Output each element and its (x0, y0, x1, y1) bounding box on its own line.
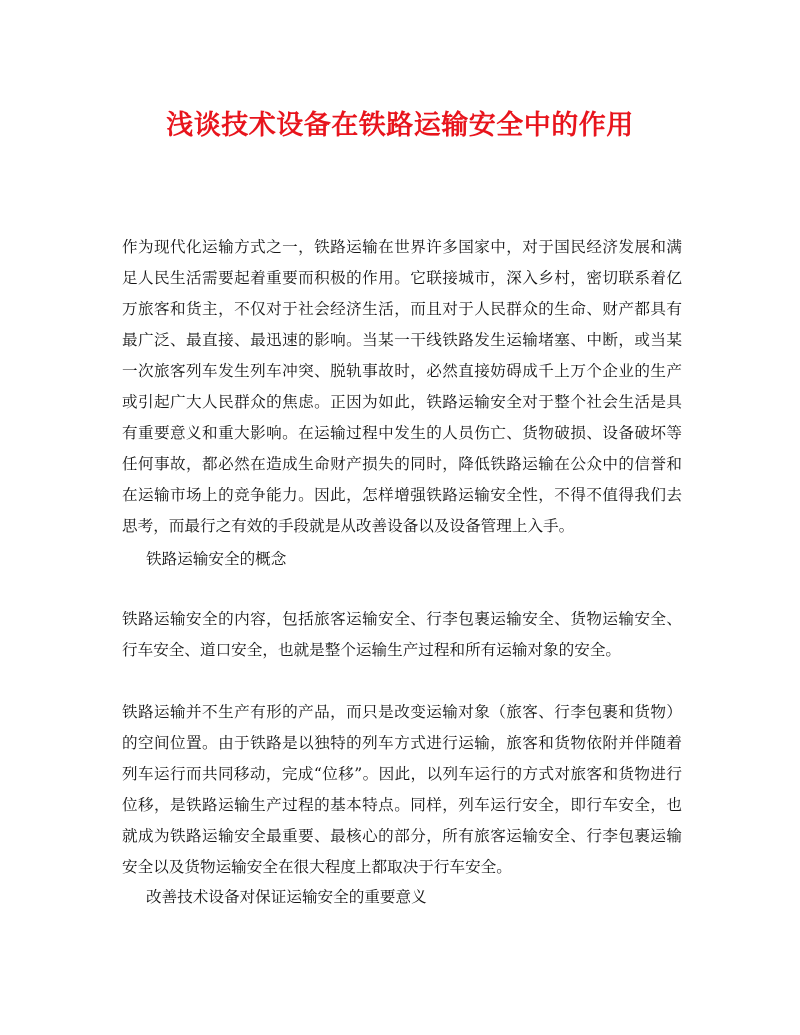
characteristics-paragraph: 铁路运输并不生产有形的产品，而只是改变运输对象（旅客、行李包裹和货物）的空间位置。由于铁路是以独特的列车方式进行运输，旅客和货物依附并伴随着列车运行而共同移动，完成“位移”。因此，以列车运行的方式对旅客和货物进行位移，是铁路运输生产过程的基本特点。同样，列车运行安全，即行车安全，也就成为铁路运输安全最重要、最核心的部分，所有旅客运输安全、行李包裹运输安全以及货物运输安全在很大程度上都取决于行车安全。 (122, 703, 682, 876)
document-title: 浅谈技术设备在铁路运输安全中的作用 (166, 110, 634, 141)
section-heading-significance: 改善技术设备对保证运输安全的重要意义 (146, 888, 427, 906)
section-heading-concept: 铁路运输安全的概念 (146, 550, 287, 568)
concept-paragraph: 铁路运输安全的内容，包括旅客运输安全、行李包裹运输安全、货物运输安全、行车安全、道口安全，也就是整个运输生产过程和所有运输对象的安全。 (122, 610, 682, 659)
intro-paragraph: 作为现代化运输方式之一，铁路运输在世界许多国家中，对于国民经济发展和满足人民生活需要起着重要而积极的作用。它联接城市，深入乡村，密切联系着亿万旅客和货主，不仅对于社会经济生活，而且对于人民群众的生命、财产都具有最广泛、最直接、最迅速的影响。当某一干线铁路发生运输堵塞、中断，或当某一次旅客列车发生列车冲突、脱轨事故时，必然直接妨碍成千上万个企业的生产或引起广大人民群众的焦虑。正因为如此，铁路运输安全对于整个社会生活是具有重要意义和重大影响。在运输过程中发生的人员伤亡、货物破损、设备破坏等任何事故，都必然在造成生命财产损失的同时，降低铁路运输在公众中的信誉和在运输市场上的竞争能力。因此，怎样增强铁路运输安全性，不得不值得我们去思考，而最行之有效的手段就是从改善设备以及设备管理上入手。 (122, 238, 682, 535)
